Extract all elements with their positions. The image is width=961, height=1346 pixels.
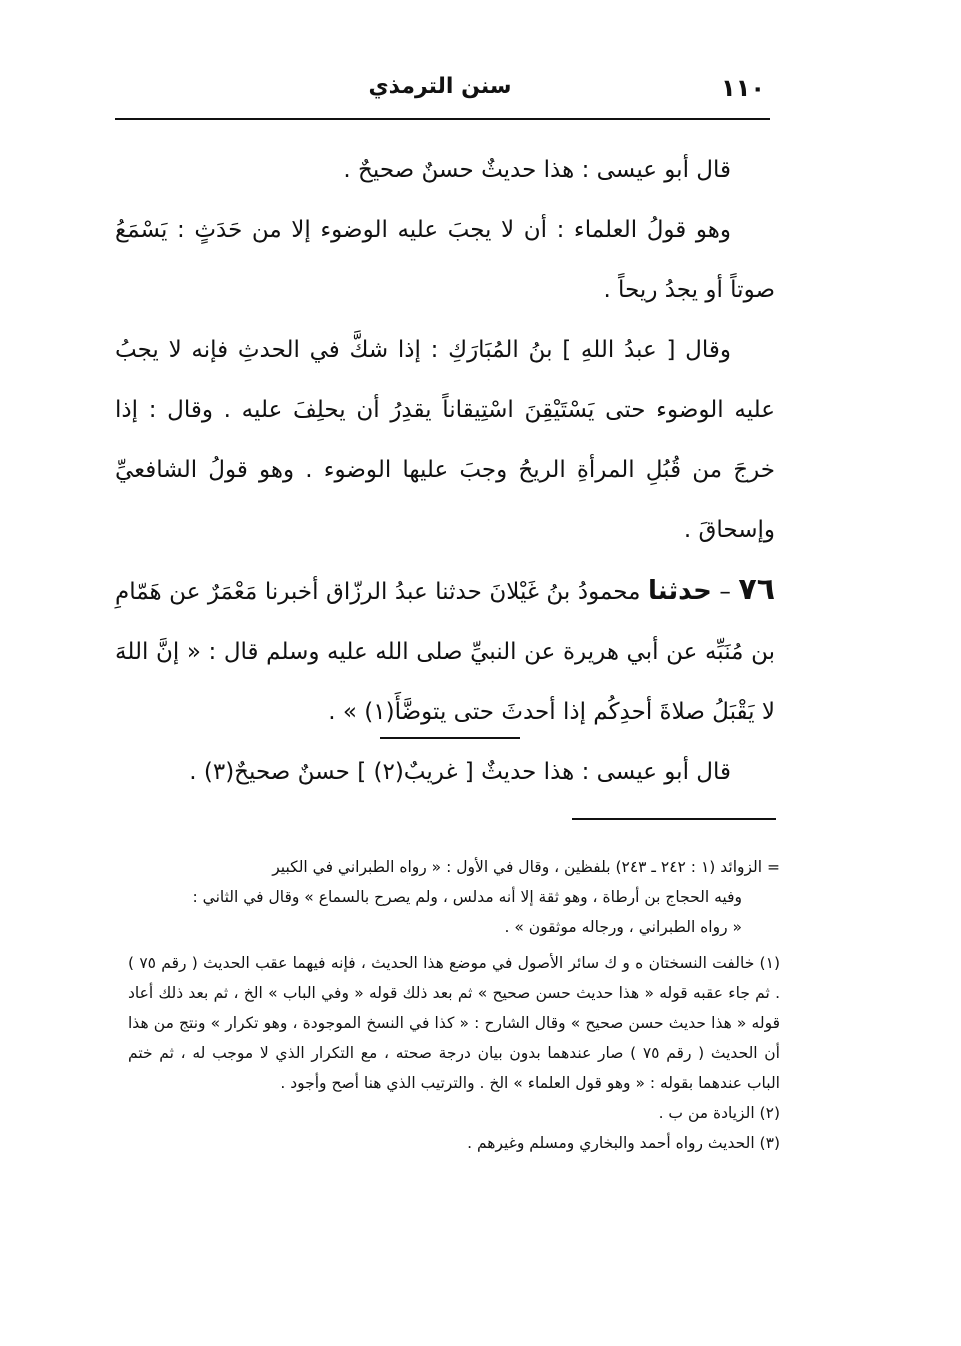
running-title: سنن الترمذي: [368, 74, 512, 99]
hadith-label: حدثنا: [647, 576, 712, 606]
main-text: [115, 140, 775, 802]
paragraph-ulama-opinion: وهو قولُ العلماء : أن لا يجبَ عليه الوضوء إلا من حَدَثٍ : يَسْمَعُ صوتاً أو يجدُ ريحاً .: [115, 217, 775, 303]
paragraph-abu-isa-1: قال أبو عيسى : هذا حديثٌ حسنٌ صحيحٌ .: [343, 157, 731, 183]
paragraph-hadith-76: ٧٦ – حدثنا محمودُ بنُ غَيْلانَ حدثنا عبدُ الرزّاق أخبرنا مَعْمَرٌ عن هَمّامِ بن مُنَبِّه عن أبي هريرة عن النبيِّ صلى الله عليه وسلم قال : « إنَّ اللهَ لا يَقْبَلُ صلاةَ أحدِكُم إذا أحدثَ حتى يتوضَّأَ(١) » .: [115, 572, 776, 725]
footnote-3: (٣) الحديث رواه أحمد والبخاري ومسلم وغيرهم .: [467, 1134, 780, 1152]
footnote-continuation-line: « رواه الطبراني ، ورجاله موثقون » .: [504, 918, 742, 936]
hadith-text: محمودُ بنُ غَيْلانَ حدثنا عبدُ الرزّاق أخبرنا مَعْمَرٌ عن هَمّامِ بن مُنَبِّه عن أبي هريرة عن النبيِّ صلى الله عليه وسلم قال : « إنَّ اللهَ لا يَقْبَلُ صلاةَ أحدِكُم إذا أحدثَ حتى يتوضَّأَ(١) » .: [115, 579, 775, 725]
section-end-rule: [380, 737, 520, 739]
footnote-2: (٢) الزيادة من ب .: [658, 1104, 780, 1122]
footnote-separator: [572, 818, 776, 820]
hadith-number: ٧٦: [738, 572, 776, 607]
header-rule: [115, 118, 770, 120]
page-header: [115, 70, 765, 110]
page-number: ١١٠: [721, 74, 765, 102]
footnote-1: (١) خالفت النسختان ه و ك سائر الأصول في موضع هذا الحديث ، فإنه فيهما عقب الحديث ( رقم ٧٥ ) . ثم جاء عقبه قوله « هذا حديث حسن صحيح » ثم بعد ذلك قوله « وفي الباب » الخ ، ثم بعد ذلك أعاد قوله « هذا حديث حسن صحيح » وقال الشارح : « كذا في النسخ الموجودة ، وهو تكرار » ونتج من هذا أن الحديث ( رقم ٧٥ ) صار عندهما بدون بيان درجة صحته ، مع التكرار الذي لا موجب له ، ثم ختم الباب عندهما بقوله : « وهو قول العلماء » الخ . والترتيب الذي هنا أصح وأجود .: [128, 954, 780, 1092]
footnote-continuation-line: = الزوائد (١ : ٢٤٢ ـ ٢٤٣) بلفظين ، وقال في الأول : « رواه الطبراني في الكبير: [272, 858, 780, 876]
footnote-continuation-line: وفيه الحجاج بن أرطاة ، وهو ثقة إلا أنه مدلس ، ولم يصرح بالسماع » وقال في الثاني :: [192, 888, 742, 906]
paragraph-abu-isa-2: قال أبو عيسى : هذا حديثٌ [ غريبٌ(٢) ] حسنٌ صحيحٌ(٣) .: [189, 759, 731, 785]
paragraph-ibn-mubarak: وقال [ عبدُ اللهِ ] بنُ المُبَارَكِ : إذا شكَّ في الحدثِ فإنه لا يجبُ عليه الوضوء حتى يَسْتَيْقِنَ اسْتِيقاناً يقدِرُ أن يحلِفَ عليه . وقال : إذا خرجَ من قُبُلِ المرأةِ الريحُ وجبَ عليها الوضوء . وهو قولُ الشافعيِّ وإسحاقَ .: [115, 337, 775, 543]
footnotes: [128, 852, 780, 1158]
